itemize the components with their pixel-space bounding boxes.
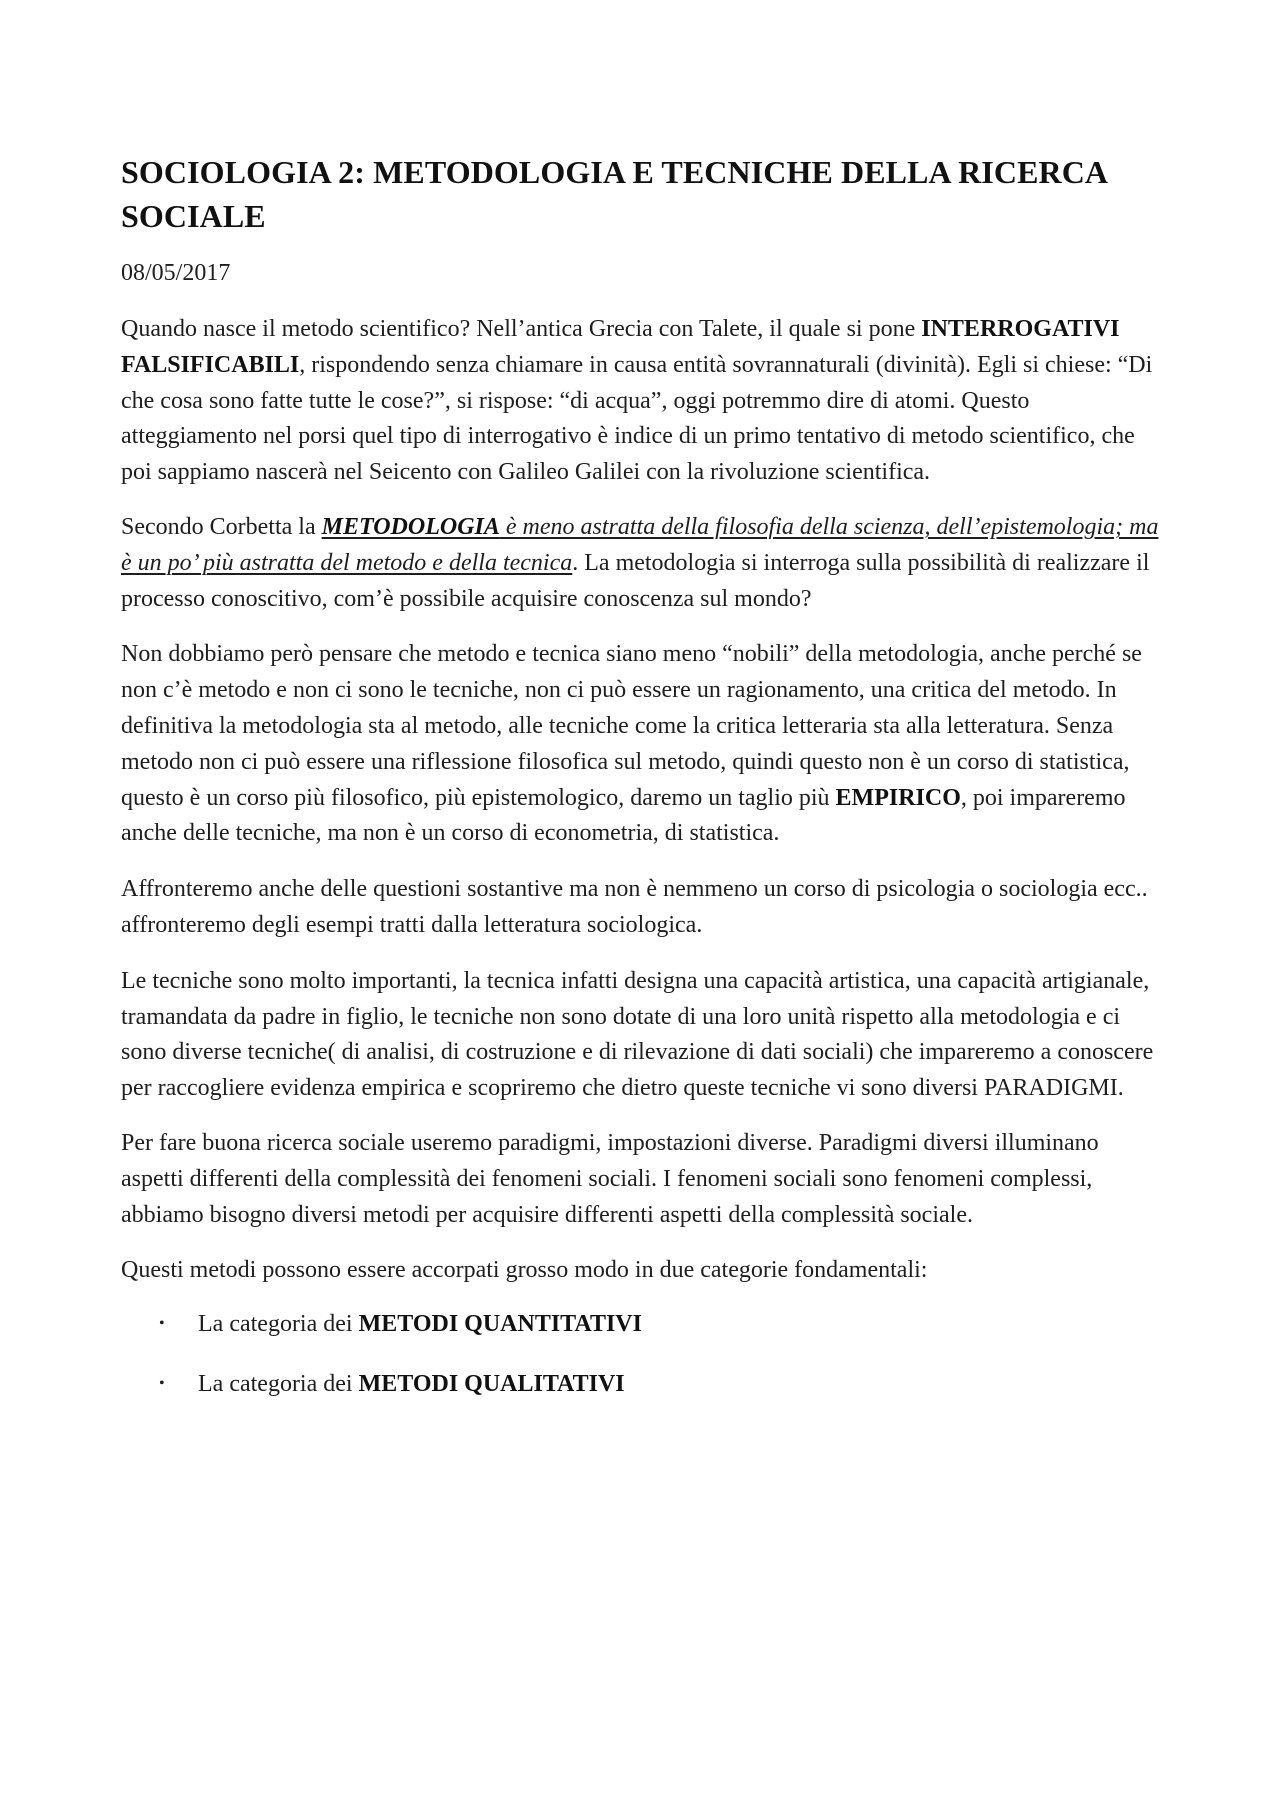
list-item bbox=[121, 1306, 1166, 1342]
list-item bbox=[121, 1366, 1166, 1402]
paragraph-7: Questi metodi possono essere accorpati grosso modo in due categorie fondamentali: bbox=[121, 1257, 928, 1284]
paragraph-1-text-b: , rispondendo senza chiamare in causa entità sovrannaturali (divinità). Egli si chiese: “Di che cosa sono fatte tutte le cose?”, si rispose: “di acqua”, oggi potremmo dire di atomi. Questo atteggiamento nel porsi quel tipo di interrogativo è indice di un primo tentativo di metodo scientifico, che poi sappiamo nascerà nel Seicento con Galileo Galilei con la rivoluzione scientifica. bbox=[121, 351, 1153, 486]
paragraph-2 bbox=[121, 510, 1166, 617]
paragraph-3 bbox=[121, 637, 1166, 852]
list-item-prefix: La categoria dei bbox=[198, 1311, 359, 1338]
paragraph-3-text-b: , poi impareremo anche delle tecniche, ma non è un corso di econometria, di statistica. bbox=[121, 784, 1126, 847]
paragraph-3-text-a: Non dobbiamo però pensare che metodo e tecnica siano meno “nobili” della metodologia, anche perché se non c’è metodo e non ci sono le tecniche, non ci può essere un ragionamento, una critica del metodo. In definitiva la metodologia sta al metodo, alle tecniche come la critica letteraria sta alla letteratura. Senza metodo non ci può essere una riflessione filosofica sul metodo, quindi questo non è un corso di statistica, questo è un corso più filosofico, più epistemologico, daremo un taglio più bbox=[121, 641, 1142, 811]
paragraph-2-text-a: Secondo Corbetta la bbox=[121, 513, 322, 540]
list-item-bold: METODI QUANTITATIVI bbox=[358, 1311, 642, 1338]
corbetta-definition-text: è meno astratta della filosofia della scienza, dell’epistemologia; ma è un po’ più astratta del metodo e della tecnica bbox=[121, 513, 1159, 576]
paragraph-4: Affronteremo anche delle questioni sostantive ma non è nemmeno un corso di psicologia o sociologia ecc.. affronteremo degli esempi tratti dalla letteratura sociologica. bbox=[121, 876, 1148, 938]
paragraph-6: Per fare buona ricerca sociale useremo paradigmi, impostazioni diverse. Paradigmi diversi illuminano aspetti differenti della complessità dei fenomeni sociali. I fenomeni sociali sono fenomeni complessi, abbiamo bisogno diversi metodi per acquisire differenti aspetti della complessità sociale. bbox=[121, 1129, 1099, 1228]
paragraph-5: Le tecniche sono molto importanti, la tecnica infatti designa una capacità artistica, una capacità artigianale, tramandata da padre in figlio, le tecniche non sono dotate di una loro unità rispetto alla metodologia e ci sono diverse tecniche( di analisi, di costruzione e di rilevazione di dati sociali) che impareremo a conoscere per raccogliere evidenza empirica e scopriremo che dietro queste tecniche vi sono diversi PARADIGMI. bbox=[121, 967, 1154, 1102]
document-date: 08/05/2017 bbox=[121, 260, 231, 286]
bullet-icon: • bbox=[159, 1375, 165, 1393]
document-title: SOCIOLOGIA 2: METODOLOGIA E TECNICHE DELLA RICERCA SOCIALE bbox=[121, 154, 1107, 234]
paragraph-2-text-b: . La metodologia si interroga sulla possibilità di realizzare il processo conoscitivo, com’è possibile acquisire conoscenza sul mondo? bbox=[121, 549, 1150, 612]
document-body bbox=[121, 150, 1166, 1402]
bullet-icon: • bbox=[159, 1315, 165, 1333]
paragraph-1-text-a: Quando nasce il metodo scientifico? Nell’antica Grecia con Talete, il quale si pone bbox=[121, 316, 922, 342]
list-item-prefix: La categoria dei bbox=[198, 1371, 359, 1398]
paragraph-1 bbox=[121, 312, 1166, 491]
corbetta-definition-bold: METODOLOGIA bbox=[321, 513, 500, 540]
categories-list bbox=[121, 1306, 1166, 1402]
paragraph-3-bold: EMPIRICO bbox=[835, 784, 961, 811]
list-item-bold: METODI QUALITATIVI bbox=[358, 1371, 625, 1398]
paragraph-1-bold: INTERROGATIVI FALSIFICABILI bbox=[121, 316, 1120, 378]
